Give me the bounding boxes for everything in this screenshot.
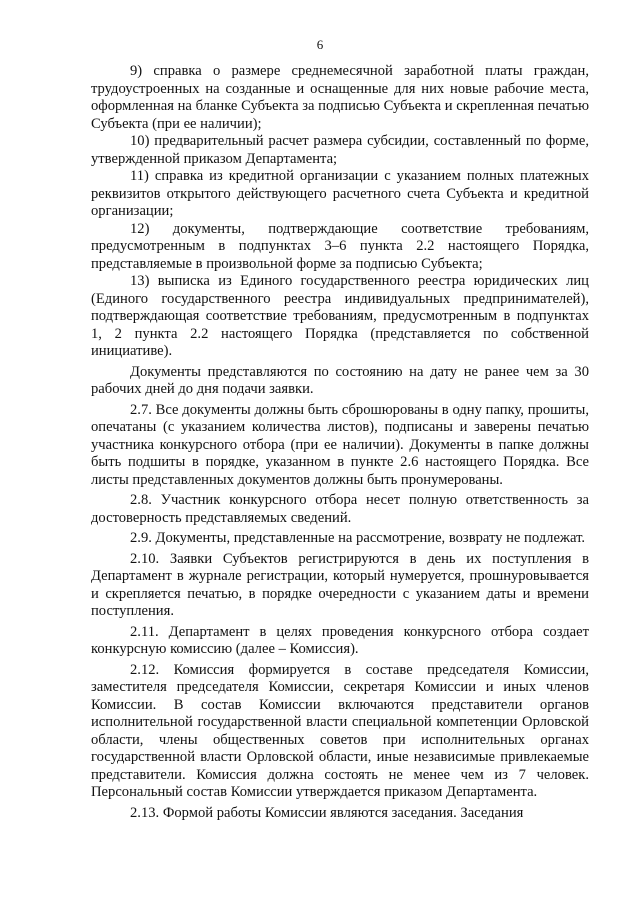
paragraph-item-13: 13) выписка из Единого государственного реестра юридических лиц (Единого государственного реестра индивидуальных предпринимателей), подтверждающая соответствие требованиям, предусмотренным в подпунктах 1, 2 пункта 2.2 настоящего Порядка (представляется по собственной инициативе). [91, 273, 589, 359]
paragraph-2-8: 2.8. Участник конкурсного отбора несет полную ответственность за достоверность представляемых сведений. [91, 492, 589, 526]
paragraph-item-9: 9) справка о размере среднемесячной заработной платы граждан, трудоустроенных на созданные и оснащенные для них новые рабочие места, оформленная на бланке Субъекта за подписью Субъекта и скрепленная печатью Субъекта (при ее наличии); [91, 63, 589, 132]
document-body [91, 63, 589, 822]
paragraph-2-7: 2.7. Все документы должны быть сброшюрованы в одну папку, прошиты, опечатаны (с указанием количества листов), подписаны и заверены печатью участника конкурсного отбора (при ее наличии). Документы в папке должны быть подшиты в порядке, указанном в пункте 2.6 настоящего Порядка. Все листы представленных документов должны быть пронумерованы. [91, 401, 589, 488]
paragraph-2-11: 2.11. Департамент в целях проведения конкурсного отбора создает конкурсную комиссию (далее – Комиссия). [91, 623, 589, 657]
paragraph-2-10: 2.10. Заявки Субъектов регистрируются в день их поступления в Департамент в журнале регистрации, который нумеруется, прошнуровывается и скрепляется печатью, в порядке очередности с указанием даты и времени поступления. [91, 550, 589, 619]
paragraph-2-9: 2.9. Документы, представленные на рассмотрение, возврату не подлежат. [130, 530, 586, 546]
paragraph-2-13: 2.13. Формой работы Комиссии являются заседания. Заседания [130, 804, 524, 821]
paragraph-documents-date: Документы представляются по состоянию на дату не ранее чем за 30 рабочих дней до дня подачи заявки. [91, 363, 589, 397]
page-number: 6 [316, 37, 324, 52]
paragraph-item-12: 12) документы, подтверждающие соответствие требованиям, предусмотренным в подпунктах 3–6 пункта 2.2 настоящего Порядка, представляемые в произвольной форме за подписью Субъекта; [91, 220, 589, 272]
paragraph-item-11: 11) справка из кредитной организации с указанием полных платежных реквизитов открытого действующего расчетного счета Субъекта и кредитной организации; [91, 168, 589, 219]
paragraph-item-10: 10) предварительный расчет размера субсидии, составленный по форме, утвержденной приказом Департамента; [91, 133, 589, 167]
paragraph-2-12: 2.12. Комиссия формируется в составе председателя Комиссии, заместителя председателя Комиссии, секретаря Комиссии и иных членов Комиссии. В состав Комиссии включаются представители органов исполнительной государственной власти специальной компетенции Орловской области, члены общественных советов при исполнительных органах государственной власти Орловской области, иные независимые привлекаемые представители. Комиссия должна состоять не менее чем из 7 человек. Персональный состав Комиссии утверждается приказом Департамента. [91, 661, 589, 800]
